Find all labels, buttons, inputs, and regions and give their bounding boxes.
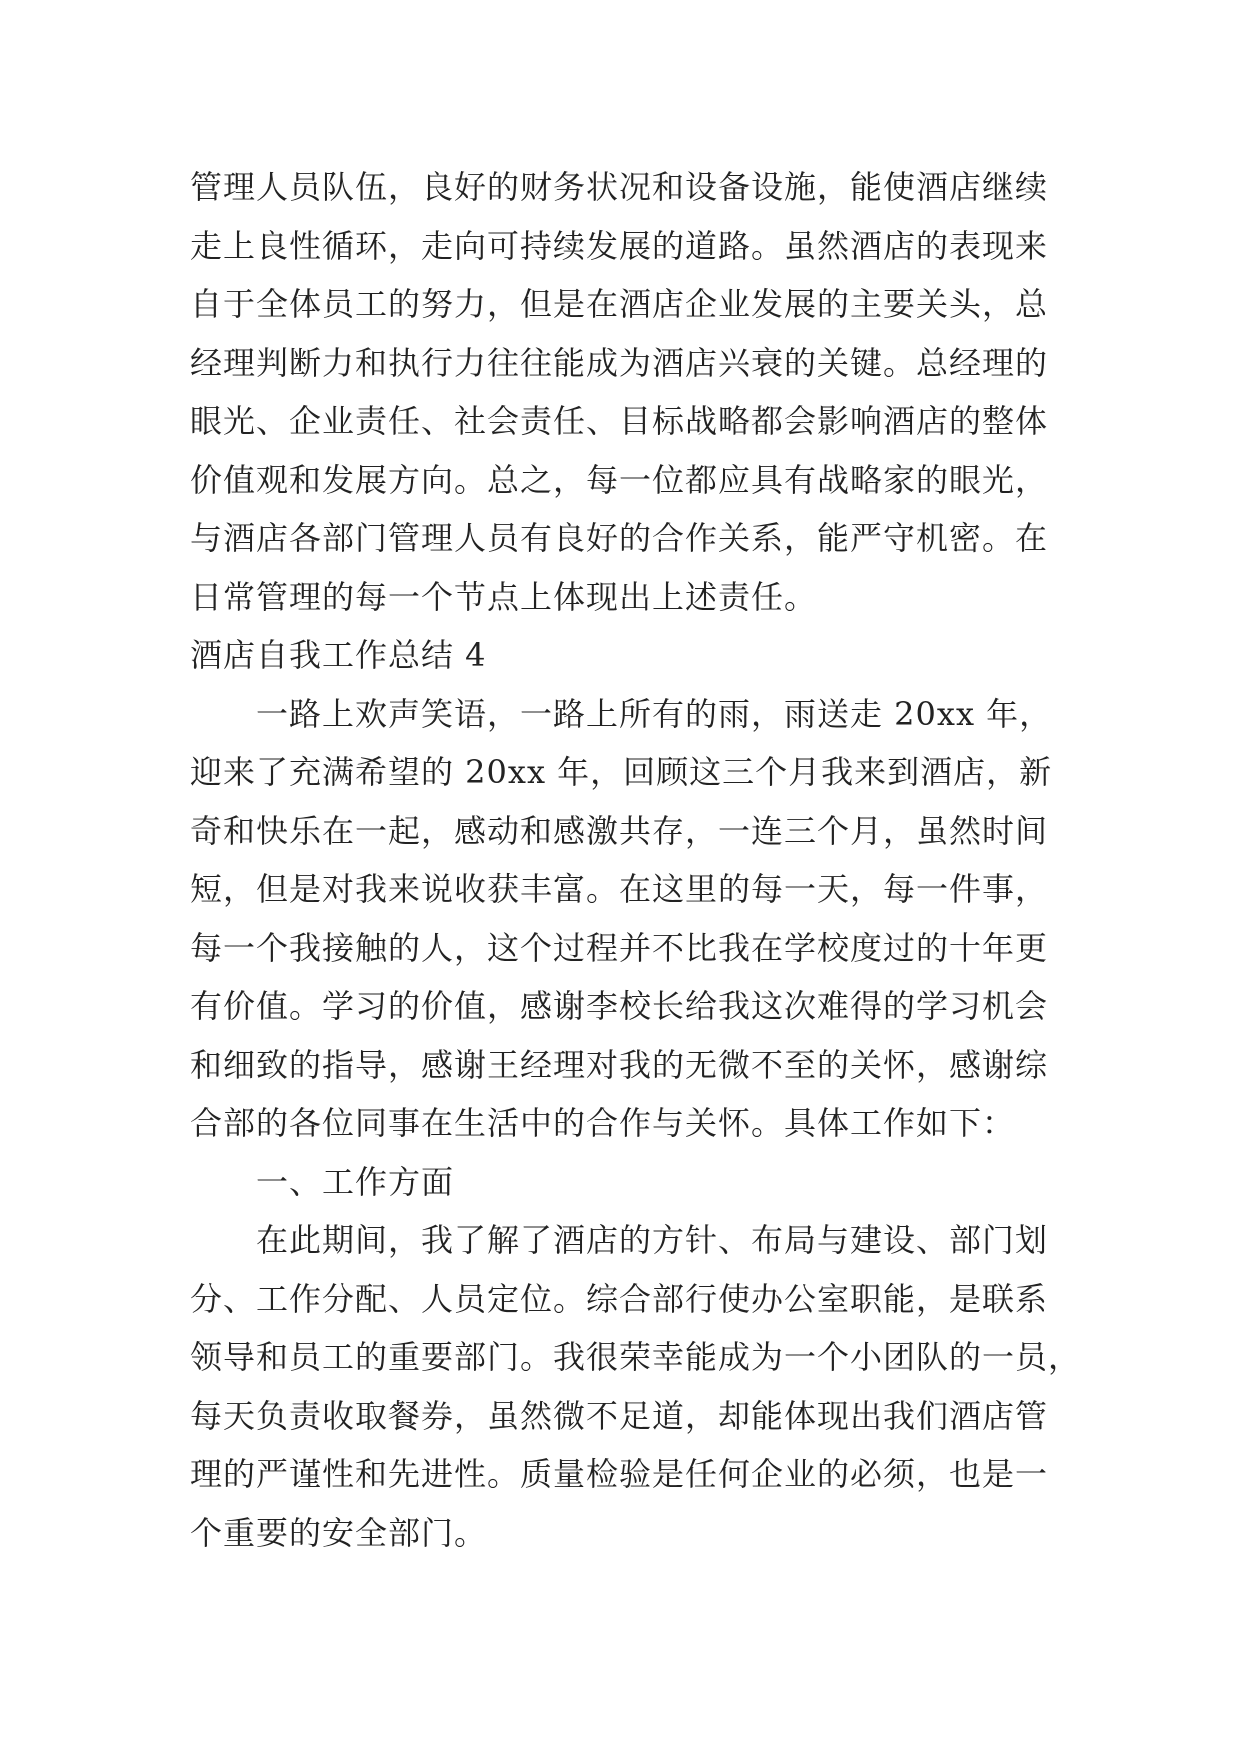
text-line: 价值观和发展方向。总之，每一位都应具有战略家的眼光，	[190, 460, 1049, 499]
section-title: 酒店自我工作总结 4	[190, 636, 487, 674]
text-line: 合部的各位同事在生活中的合作与关怀。具体工作如下：	[190, 1104, 1016, 1142]
text-line: 每天负责收取餐券，虽然微不足道，却能体现出我们酒店管	[190, 1396, 1049, 1435]
text-line: 眼光、企业责任、社会责任、目标战略都会影响酒店的整体	[190, 402, 1049, 440]
text-line: 短，但是对我来说收获丰富。在这里的每一天，每一件事，	[190, 870, 1049, 908]
document-body	[190, 158, 1082, 1562]
paragraph-work-details	[190, 1211, 1082, 1562]
text-line: 有价值。学习的价值，感谢李校长给我这次难得的学习机会	[190, 987, 1049, 1025]
text-line: 日常管理的每一个节点上体现出上述责任。	[190, 577, 818, 616]
paragraph-management-responsibility	[190, 158, 1060, 626]
text-line: 每一个我接触的人，这个过程并不比我在学校度过的十年更	[190, 928, 1049, 967]
paragraph-intro	[190, 685, 1060, 1153]
subheading-work-aspect: 一、工作方面	[256, 1162, 455, 1201]
text-line: 迎来了充满希望的 20xx 年，回顾这三个月我来到酒店，新	[190, 753, 1053, 791]
text-line: 奇和快乐在一起，感动和感激共存，一连三个月，虽然时间	[190, 811, 1049, 850]
text-line: 分、工作分配、人员定位。综合部行使办公室职能，是联系	[190, 1279, 1049, 1318]
text-line: 自于全体员工的努力，但是在酒店企业发展的主要关头，总	[190, 285, 1049, 323]
text-line: 理的严谨性和先进性。质量检验是任何企业的必须，也是一	[190, 1455, 1049, 1493]
text-line: 和细致的指导，感谢王经理对我的无微不至的关怀，感谢综	[190, 1045, 1049, 1084]
text-line: 走上良性循环，走向可持续发展的道路。虽然酒店的表现来	[190, 226, 1049, 265]
text-line: 个重要的安全部门。	[190, 1513, 488, 1552]
text-line: 在此期间，我了解了酒店的方针、布局与建设、部门划	[256, 1221, 1049, 1259]
text-line: 领导和员工的重要部门。我很荣幸能成为一个小团队的一员，	[190, 1338, 1082, 1376]
text-line: 经理判断力和执行力往往能成为酒店兴衰的关键。总经理的	[190, 343, 1049, 382]
text-line: 与酒店各部门管理人员有良好的合作关系，能严守机密。在	[190, 519, 1049, 557]
text-line: 管理人员队伍，良好的财务状况和设备设施，能使酒店继续	[190, 168, 1049, 206]
text-line: 一路上欢声笑语，一路上所有的雨，雨送走 20xx 年，	[256, 694, 1053, 733]
